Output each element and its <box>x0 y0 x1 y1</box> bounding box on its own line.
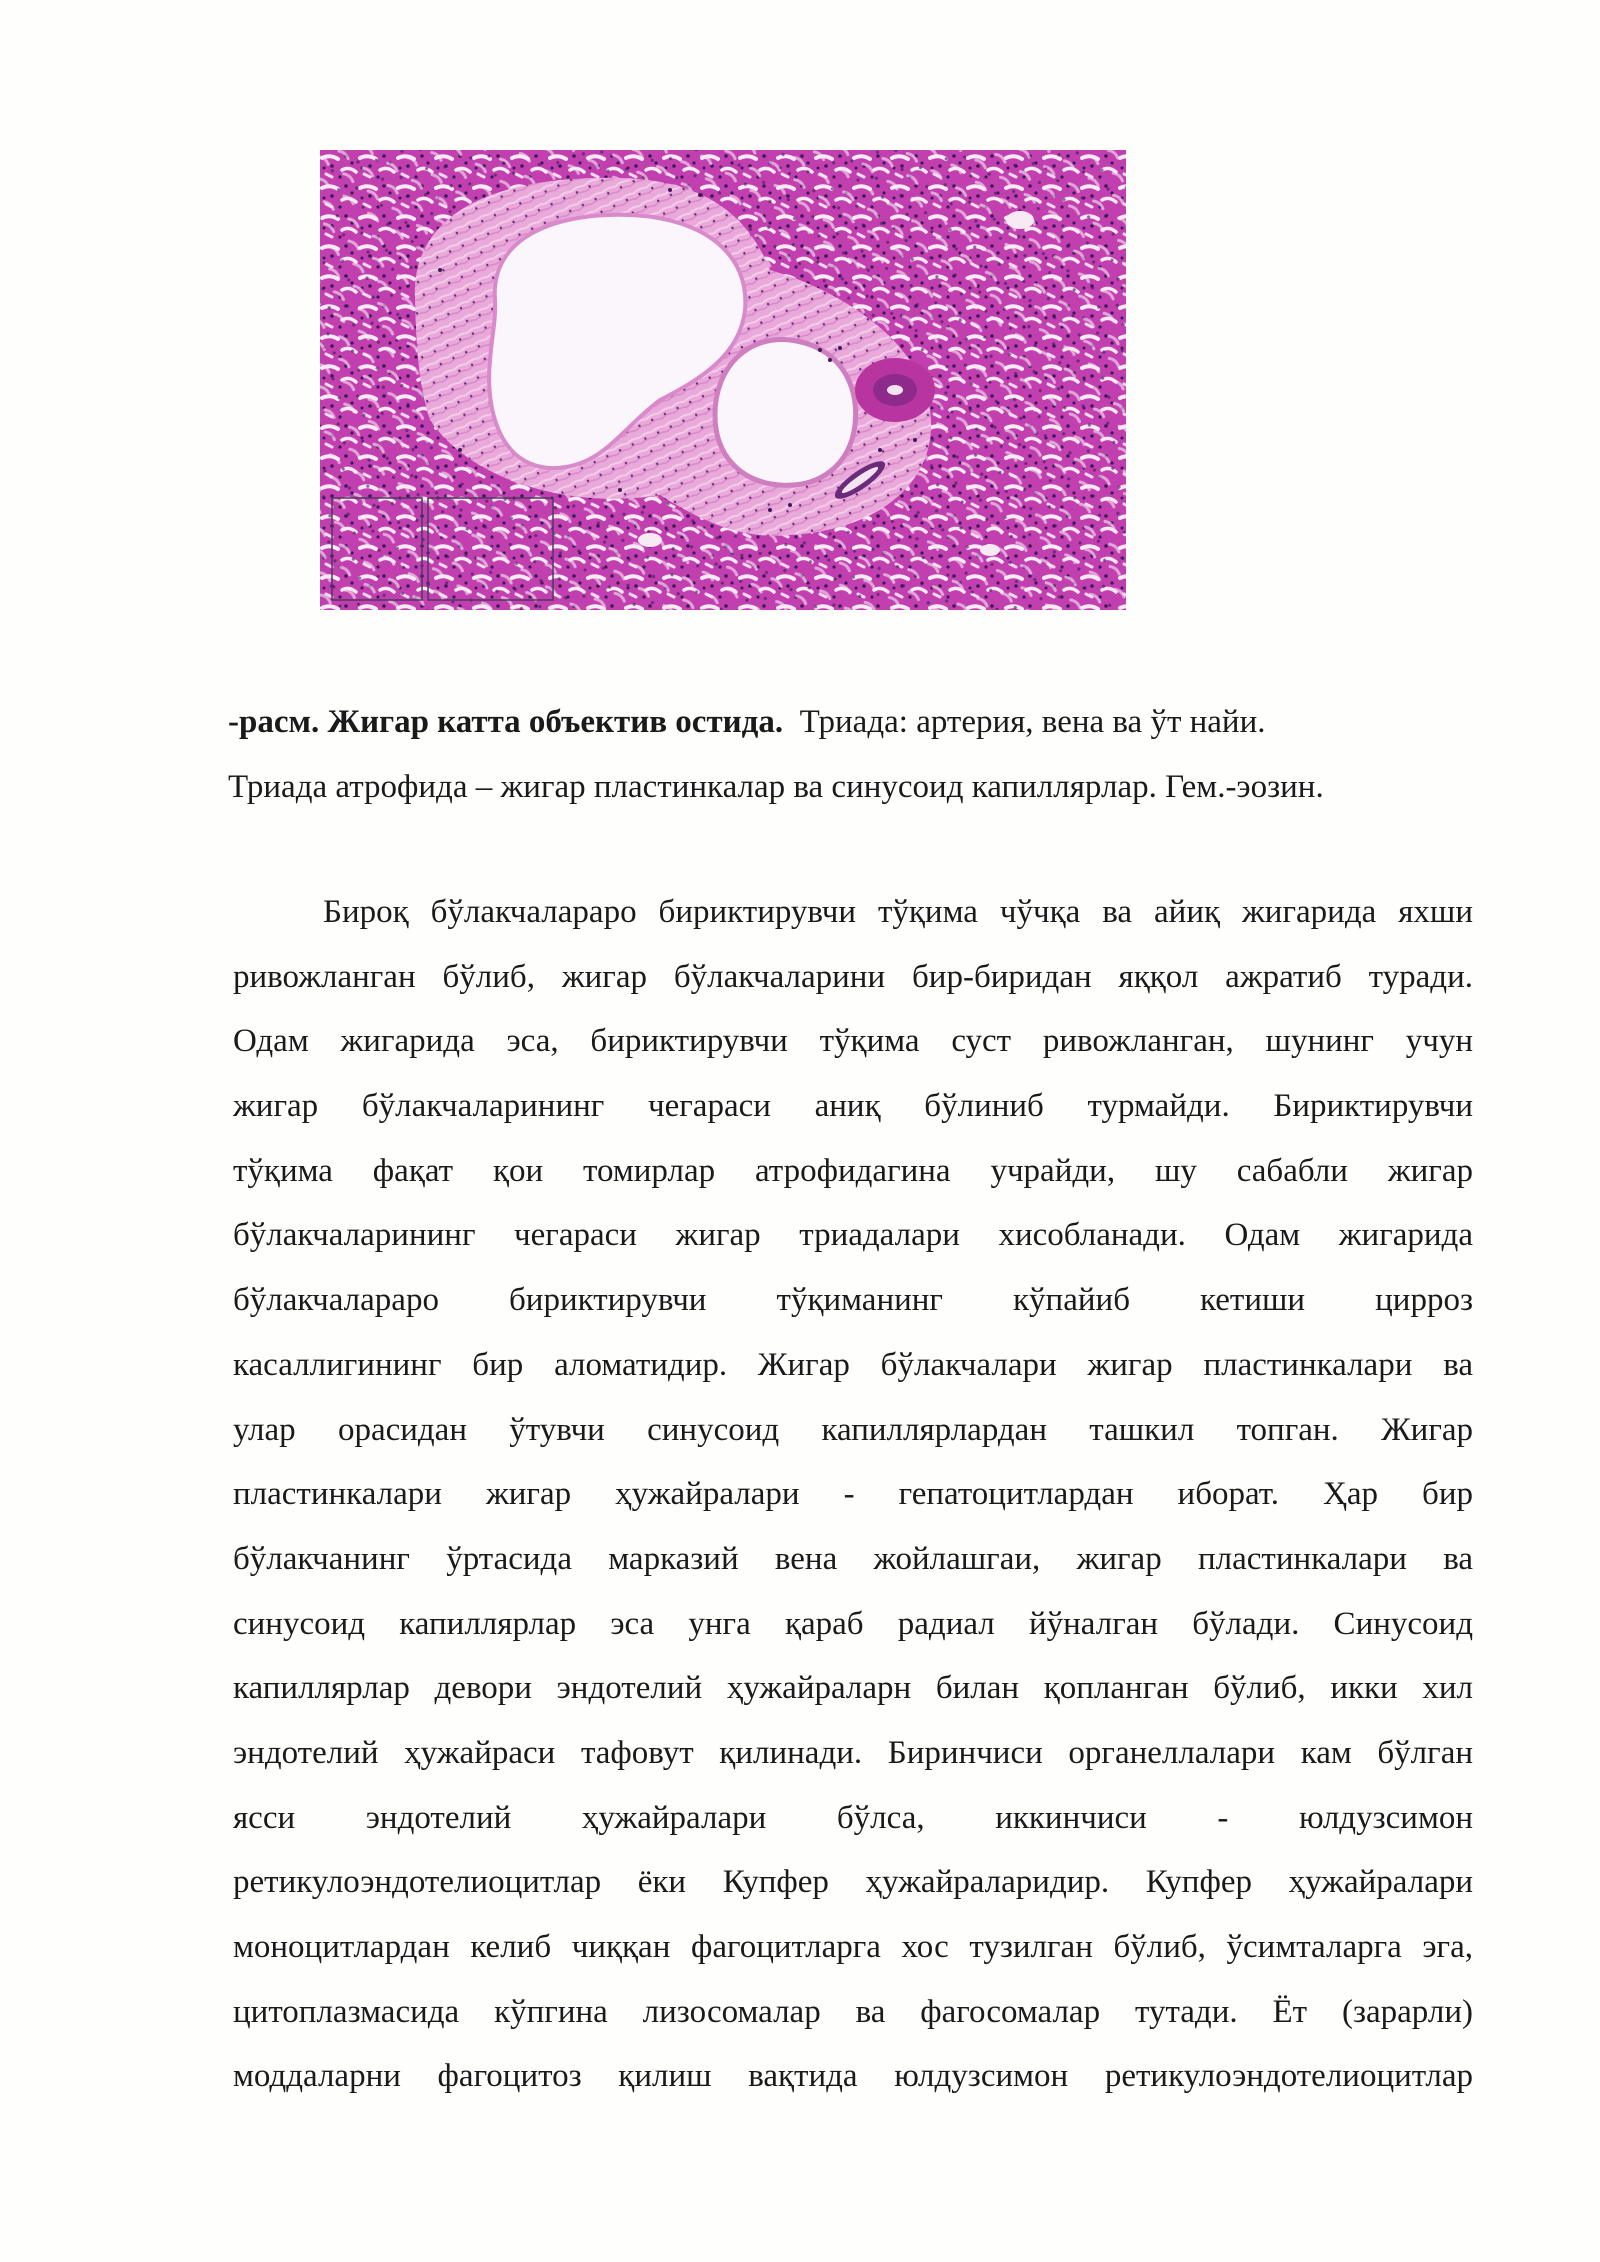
paragraph-line: ривожланган бўлиб, жигар бўлакчаларини бир-биридан яққол ажратиб туради. <box>233 958 1473 995</box>
body-paragraph <box>233 880 1473 2109</box>
paragraph-line: улар орасидан ўтувчи синусоид капиллярлардан ташкил топган. Жигар <box>233 1411 1473 1448</box>
caption-line-2: Триада атрофида – жигар пластинкалар ва синусоид капиллярлар. Гем.-эозин. <box>228 769 1324 805</box>
paragraph-line: ясси эндотелий ҳужайралари бўлса, иккинчиси - юлдузсимон <box>233 1799 1473 1836</box>
paragraph-line: моддаларни фагоцитоз қилиш вақтида юлдузсимон ретикулоэндотелиоцитлар <box>233 2058 1473 2095</box>
histology-figure <box>320 150 1126 610</box>
caption-bold: -расм. Жигар катта объектив остида. <box>228 704 784 740</box>
paragraph-line: цитоплазмасида кўпгина лизосомалар ва фагосомалар тутади. Ёт (зарарли) <box>233 1993 1473 2030</box>
paragraph-line: ретикулоэндотелиоцитлар ёки Купфер ҳужайраларидир. Купфер ҳужайралари <box>233 1864 1473 1901</box>
liver-micrograph-image <box>320 150 1126 610</box>
paragraph-line: бўлакчалараро бириктирувчи тўқиманинг кўпайиб кетиши цирроз <box>233 1282 1473 1319</box>
paragraph-line: синусоид капиллярлар эса унга қараб радиал йўналган бўлади. Синусоид <box>233 1605 1473 1642</box>
paragraph-line: Одам жигарида эса, бириктирувчи тўқима суст ривожланган, шунинг учун <box>233 1023 1473 1060</box>
paragraph-line: эндотелий ҳужайраси тафовут қилинади. Биринчиси органеллалари кам бўлган <box>233 1734 1473 1771</box>
caption-line-1 <box>228 690 1473 755</box>
paragraph-line: бўлакчаларининг чегараси жигар триадалари хисобланади. Одам жигарида <box>233 1217 1473 1254</box>
paragraph-line: тўқима фақат қои томирлар атрофидагина учрайди, шу сабабли жигар <box>233 1152 1473 1189</box>
paragraph-line: бўлакчанинг ўртасида марказий вена жойлашгаи, жигар пластинкалари ва <box>233 1540 1473 1577</box>
paragraph-line: Бироқ бўлакчалараро бириктирувчи тўқима чўчқа ва айиқ жигарида яхши <box>323 894 1473 930</box>
paragraph-line: моноцитлардан келиб чиққан фагоцитларга хос тузилган бўлиб, ўсимталарга эга, <box>233 1929 1473 1965</box>
figure-caption <box>228 690 1473 820</box>
paragraph-line: касаллигининг бир аломатидир. Жигар бўлакчалари жигар пластинкалари ва <box>233 1346 1473 1383</box>
paragraph-line: жигар бўлакчаларининг чегараси аниқ бўлиниб турмайди. Бириктирувчи <box>233 1088 1473 1125</box>
paragraph-line: капиллярлар девори эндотелий ҳужайраларн билан қопланган бўлиб, икки хил <box>233 1670 1473 1707</box>
paragraph-line: пластинкалари жигар ҳужайралари - гепатоцитлардан иборат. Ҳар бир <box>233 1476 1473 1513</box>
caption-rest-line-1: Триада: артерия, вена ва ўт найи. <box>799 704 1266 740</box>
